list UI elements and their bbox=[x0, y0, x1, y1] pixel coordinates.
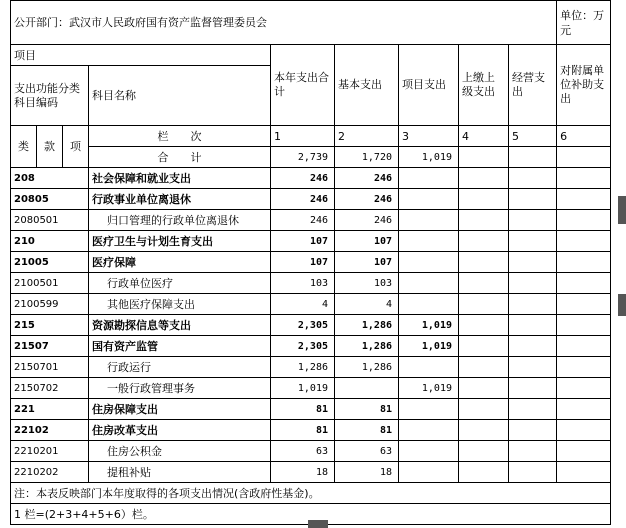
row-upper bbox=[459, 168, 509, 189]
row-operating bbox=[509, 441, 557, 462]
row-operating bbox=[509, 399, 557, 420]
edge-fragment bbox=[618, 196, 626, 224]
row-name: 住房公积金 bbox=[89, 441, 271, 462]
row-operating bbox=[509, 231, 557, 252]
row-upper bbox=[459, 420, 509, 441]
row-code: 22102 bbox=[11, 420, 89, 441]
sum-label: 合 计 bbox=[89, 147, 271, 168]
row-total: 1,019 bbox=[271, 378, 335, 399]
row-operating bbox=[509, 420, 557, 441]
row-project bbox=[399, 210, 459, 231]
row-operating bbox=[509, 378, 557, 399]
row-operating bbox=[509, 210, 557, 231]
operating-header: 经营支出 bbox=[509, 45, 557, 126]
note-2: 1 栏=(2+3+4+5+6）栏。 bbox=[11, 504, 611, 525]
row-subsidiary bbox=[557, 336, 611, 357]
row-upper bbox=[459, 273, 509, 294]
table-row bbox=[11, 231, 611, 252]
row-basic: 1,286 bbox=[335, 357, 399, 378]
row-subsidiary bbox=[557, 357, 611, 378]
row-upper bbox=[459, 189, 509, 210]
row-basic: 1,286 bbox=[335, 336, 399, 357]
sum-upper bbox=[459, 147, 509, 168]
row-subsidiary bbox=[557, 378, 611, 399]
table-row bbox=[11, 210, 611, 231]
row-operating bbox=[509, 336, 557, 357]
row-code: 2150701 bbox=[11, 357, 89, 378]
row-total: 81 bbox=[271, 399, 335, 420]
col-index-6: 6 bbox=[557, 126, 611, 147]
row-name: 医疗保障 bbox=[89, 252, 271, 273]
row-name: 行政运行 bbox=[89, 357, 271, 378]
row-project bbox=[399, 231, 459, 252]
sum-basic: 1,720 bbox=[335, 147, 399, 168]
row-operating bbox=[509, 462, 557, 483]
row-code: 221 bbox=[11, 399, 89, 420]
row-basic: 81 bbox=[335, 420, 399, 441]
row-total: 246 bbox=[271, 189, 335, 210]
row-code: 2150702 bbox=[11, 378, 89, 399]
table-row bbox=[11, 378, 611, 399]
row-upper bbox=[459, 336, 509, 357]
row-project bbox=[399, 441, 459, 462]
row-project: 1,019 bbox=[399, 315, 459, 336]
row-total: 2,305 bbox=[271, 315, 335, 336]
row-code: 208 bbox=[11, 168, 89, 189]
row-name: 资源勘探信息等支出 bbox=[89, 315, 271, 336]
table-row bbox=[11, 399, 611, 420]
col-index-5: 5 bbox=[509, 126, 557, 147]
row-name: 国有资产监管 bbox=[89, 336, 271, 357]
lanci-label: 栏 次 bbox=[89, 126, 271, 147]
table-row bbox=[11, 336, 611, 357]
row-subsidiary bbox=[557, 252, 611, 273]
row-upper bbox=[459, 378, 509, 399]
row-code: 210 bbox=[11, 231, 89, 252]
row-name: 行政事业单位离退休 bbox=[89, 189, 271, 210]
row-subsidiary bbox=[557, 399, 611, 420]
row-subsidiary bbox=[557, 168, 611, 189]
row-total: 246 bbox=[271, 168, 335, 189]
row-subsidiary bbox=[557, 231, 611, 252]
table-body bbox=[11, 168, 611, 483]
row-name: 归口管理的行政单位离退休 bbox=[89, 210, 271, 231]
table-row bbox=[11, 441, 611, 462]
table-row bbox=[11, 294, 611, 315]
row-total: 4 bbox=[271, 294, 335, 315]
row-upper bbox=[459, 462, 509, 483]
table-row bbox=[11, 168, 611, 189]
row-name: 住房保障支出 bbox=[89, 399, 271, 420]
row-code: 20805 bbox=[11, 189, 89, 210]
col-index-3: 3 bbox=[399, 126, 459, 147]
row-total: 2,305 bbox=[271, 336, 335, 357]
row-project bbox=[399, 168, 459, 189]
row-upper bbox=[459, 252, 509, 273]
row-name: 住房改革支出 bbox=[89, 420, 271, 441]
row-operating bbox=[509, 273, 557, 294]
row-name: 社会保障和就业支出 bbox=[89, 168, 271, 189]
row-code: 21507 bbox=[11, 336, 89, 357]
row-code: 2080501 bbox=[11, 210, 89, 231]
row-project: 1,019 bbox=[399, 378, 459, 399]
row-project bbox=[399, 273, 459, 294]
row-name: 一般行政管理事务 bbox=[89, 378, 271, 399]
row-project bbox=[399, 420, 459, 441]
row-project bbox=[399, 357, 459, 378]
row-total: 246 bbox=[271, 210, 335, 231]
department-label: 公开部门：武汉市人民政府国有资产监督管理委员会 bbox=[11, 1, 557, 45]
row-basic: 107 bbox=[335, 231, 399, 252]
project-exp-header: 项目支出 bbox=[399, 45, 459, 126]
row-operating bbox=[509, 189, 557, 210]
row-basic: 107 bbox=[335, 252, 399, 273]
expenditure-table bbox=[10, 0, 611, 525]
row-project bbox=[399, 252, 459, 273]
row-basic: 81 bbox=[335, 399, 399, 420]
row-name: 其他医疗保障支出 bbox=[89, 294, 271, 315]
row-total: 103 bbox=[271, 273, 335, 294]
row-total: 81 bbox=[271, 420, 335, 441]
sum-subsidiary bbox=[557, 147, 611, 168]
row-project: 1,019 bbox=[399, 336, 459, 357]
kuan-header: 款 bbox=[37, 126, 63, 168]
total-header: 本年支出合计 bbox=[271, 45, 335, 126]
row-upper bbox=[459, 399, 509, 420]
row-upper bbox=[459, 357, 509, 378]
row-total: 18 bbox=[271, 462, 335, 483]
row-operating bbox=[509, 168, 557, 189]
row-basic: 1,286 bbox=[335, 315, 399, 336]
col-index-2: 2 bbox=[335, 126, 399, 147]
basic-header: 基本支出 bbox=[335, 45, 399, 126]
row-basic: 246 bbox=[335, 168, 399, 189]
row-upper bbox=[459, 315, 509, 336]
subsidiary-header: 对附属单位补助支出 bbox=[557, 45, 611, 126]
row-basic: 18 bbox=[335, 462, 399, 483]
sum-operating bbox=[509, 147, 557, 168]
row-subsidiary bbox=[557, 210, 611, 231]
row-subsidiary bbox=[557, 441, 611, 462]
row-project bbox=[399, 462, 459, 483]
row-code: 2100501 bbox=[11, 273, 89, 294]
row-code: 215 bbox=[11, 315, 89, 336]
row-basic: 63 bbox=[335, 441, 399, 462]
row-upper bbox=[459, 294, 509, 315]
sum-total: 2,739 bbox=[271, 147, 335, 168]
row-code: 21005 bbox=[11, 252, 89, 273]
row-code: 2100599 bbox=[11, 294, 89, 315]
row-code: 2210201 bbox=[11, 441, 89, 462]
row-basic: 103 bbox=[335, 273, 399, 294]
row-upper bbox=[459, 441, 509, 462]
note-1: 注：本表反映部门本年度取得的各项支出情况(含政府性基金)。 bbox=[11, 483, 611, 504]
row-subsidiary bbox=[557, 294, 611, 315]
unit-label: 单位：万元 bbox=[557, 1, 611, 45]
table-row bbox=[11, 273, 611, 294]
row-subsidiary bbox=[557, 462, 611, 483]
func-code-header: 支出功能分类科目编码 bbox=[11, 66, 89, 126]
row-subsidiary bbox=[557, 420, 611, 441]
row-total: 63 bbox=[271, 441, 335, 462]
table-row bbox=[11, 315, 611, 336]
row-project bbox=[399, 294, 459, 315]
row-subsidiary bbox=[557, 315, 611, 336]
edge-fragment bbox=[308, 520, 328, 528]
row-name: 医疗卫生与计划生育支出 bbox=[89, 231, 271, 252]
table-row bbox=[11, 420, 611, 441]
row-project bbox=[399, 189, 459, 210]
edge-fragment bbox=[618, 294, 626, 316]
lei-header: 类 bbox=[11, 126, 37, 168]
row-basic: 4 bbox=[335, 294, 399, 315]
row-subsidiary bbox=[557, 189, 611, 210]
sum-project: 1,019 bbox=[399, 147, 459, 168]
col-index-4: 4 bbox=[459, 126, 509, 147]
row-total: 1,286 bbox=[271, 357, 335, 378]
table-row bbox=[11, 462, 611, 483]
row-basic: 246 bbox=[335, 210, 399, 231]
row-upper bbox=[459, 210, 509, 231]
subject-name-header: 科目名称 bbox=[89, 66, 271, 126]
xiang-header: 项 bbox=[63, 126, 89, 168]
table-row bbox=[11, 252, 611, 273]
row-subsidiary bbox=[557, 273, 611, 294]
row-project bbox=[399, 399, 459, 420]
col-index-1: 1 bbox=[271, 126, 335, 147]
row-upper bbox=[459, 231, 509, 252]
row-name: 行政单位医疗 bbox=[89, 273, 271, 294]
row-basic bbox=[335, 378, 399, 399]
row-operating bbox=[509, 315, 557, 336]
project-header: 项目 bbox=[11, 45, 271, 66]
table-row bbox=[11, 357, 611, 378]
row-operating bbox=[509, 252, 557, 273]
table-row bbox=[11, 189, 611, 210]
row-code: 2210202 bbox=[11, 462, 89, 483]
row-total: 107 bbox=[271, 231, 335, 252]
row-name: 提租补贴 bbox=[89, 462, 271, 483]
row-operating bbox=[509, 294, 557, 315]
row-total: 107 bbox=[271, 252, 335, 273]
row-basic: 246 bbox=[335, 189, 399, 210]
row-operating bbox=[509, 357, 557, 378]
upper-header: 上缴上级支出 bbox=[459, 45, 509, 126]
expenditure-sheet bbox=[10, 0, 610, 525]
